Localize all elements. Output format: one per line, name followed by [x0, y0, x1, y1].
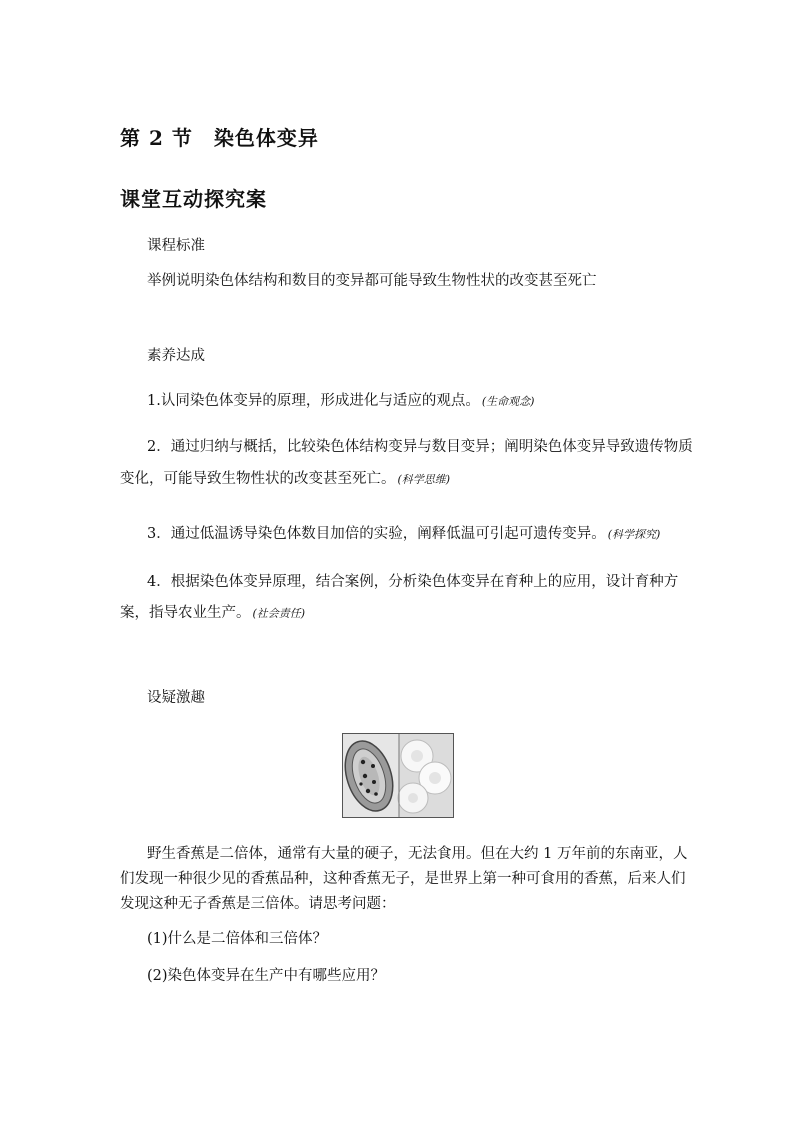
- banana-cross-section-illustration: [343, 734, 453, 817]
- literacy-item-tag: (社会责任): [252, 607, 306, 620]
- standard-label: 课程标准: [147, 238, 205, 254]
- intro-paragraph-line3: 发现这种无子香蕉是三倍体。请思考问题：: [120, 896, 396, 912]
- literacy-item-text: 变化，可能导致生物性状的改变甚至死亡。: [120, 471, 396, 487]
- page-heading: 课堂互动探究案: [120, 187, 267, 211]
- intro-label: 设疑激趣: [147, 690, 205, 706]
- literacy-item-1: [147, 391, 534, 412]
- literacy-item-4-line2: [120, 603, 305, 624]
- literacy-item-2-line2: [120, 469, 450, 490]
- intro-paragraph-line2: 们发现一种很少见的香蕉品种，这种香蕉无子，是世界上第一种可食用的香蕉，后来人们: [120, 871, 686, 887]
- question-1: (1)什么是二倍体和三倍体？: [147, 931, 328, 947]
- question-2: (2)染色体变异在生产中有哪些应用？: [147, 968, 386, 984]
- literacy-item-3: [147, 524, 660, 545]
- literacy-label: 素养达成: [147, 348, 205, 364]
- literacy-item-text: 3．通过低温诱导染色体数目加倍的实验，阐释低温可引起可遗传变异。: [147, 526, 606, 542]
- literacy-item-tag: (科学思维): [397, 473, 451, 486]
- literacy-item-text: 1.认同染色体变异的原理，形成进化与适应的观点。: [147, 393, 480, 409]
- literacy-item-tag: (生命观念): [481, 395, 535, 408]
- intro-paragraph-line1: 野生香蕉是二倍体，通常有大量的硬子，无法食用。但在大约 1 万年前的东南亚，人: [147, 846, 688, 862]
- banana-photo: [342, 733, 454, 818]
- literacy-item-4-line1: 4．根据染色体变异原理，结合案例，分析染色体变异在育种上的应用，设计育种方: [147, 574, 679, 590]
- standard-text: 举例说明染色体结构和数目的变异都可能导致生物性状的改变甚至死亡: [147, 273, 597, 289]
- section-title: 第 2 节 染色体变异: [120, 126, 319, 150]
- literacy-item-text: 案，指导农业生产。: [120, 605, 251, 621]
- literacy-item-tag: (科学探究): [607, 528, 661, 541]
- literacy-item-2-line1: 2．通过归纳与概括，比较染色体结构变异与数目变异；阐明染色体变异导致遗传物质: [147, 439, 693, 455]
